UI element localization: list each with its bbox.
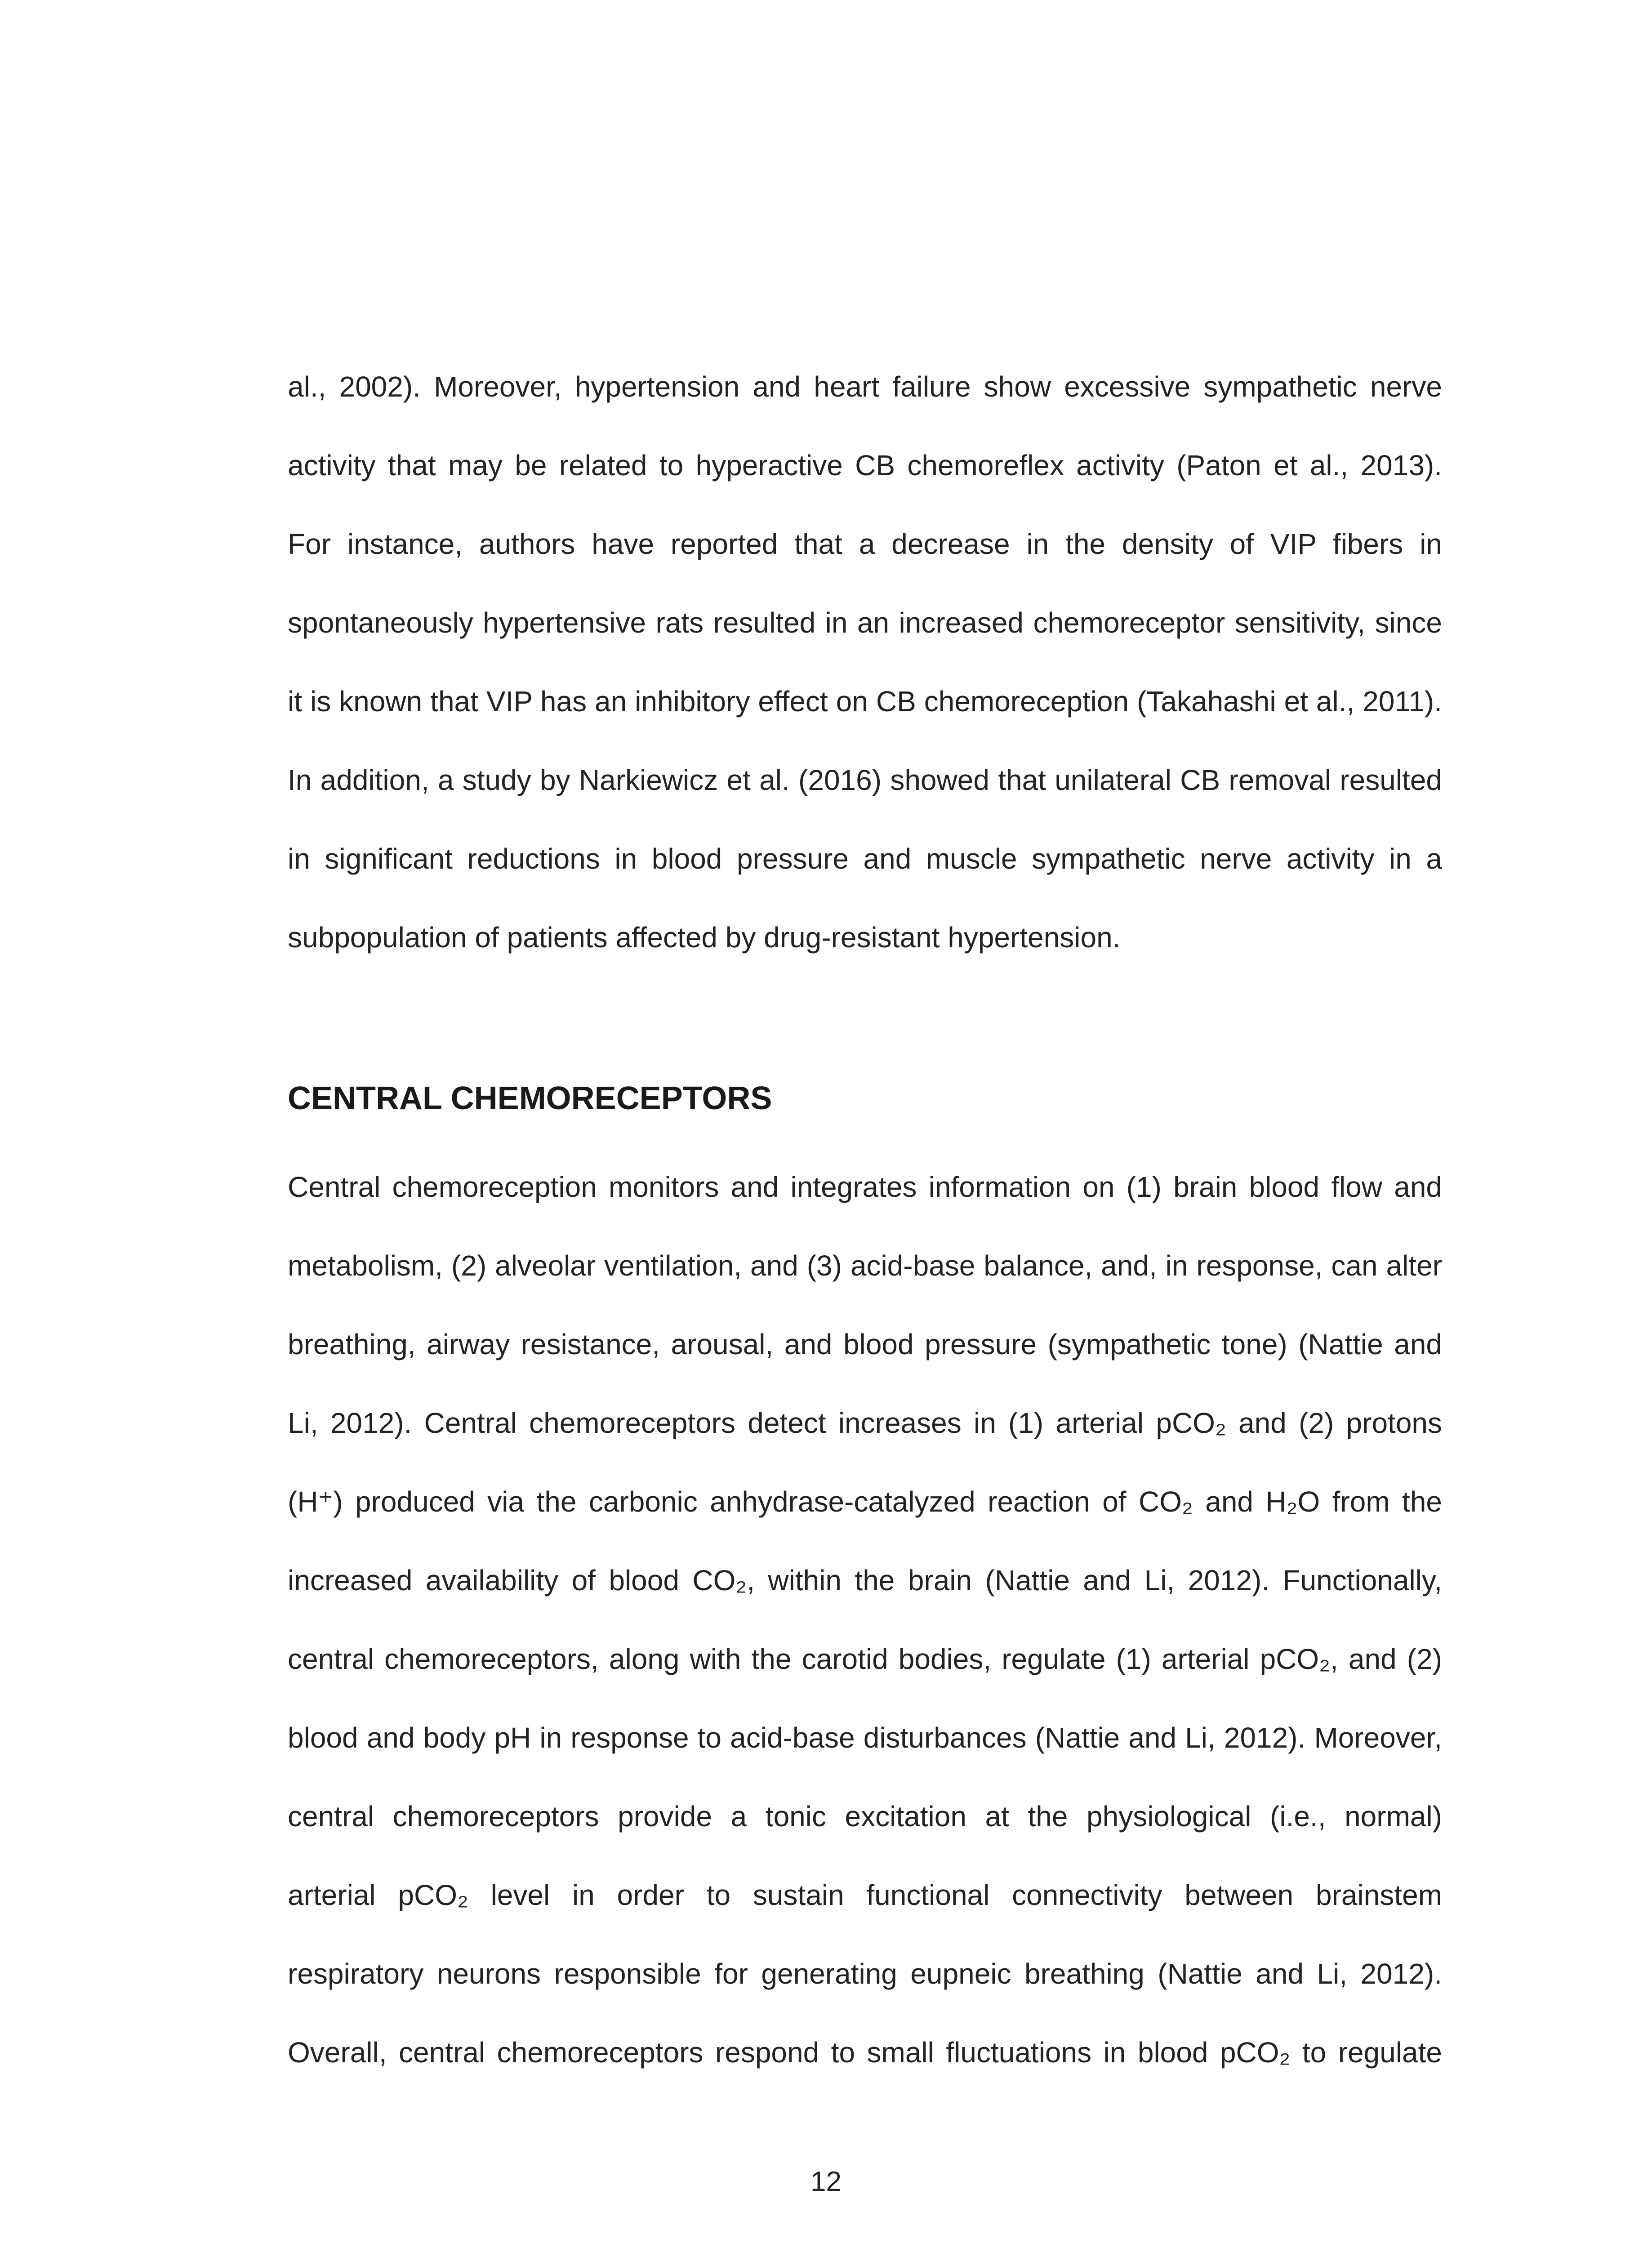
text-line: respiratory neurons responsible for generating eupneic breathing (Nattie and Li, 2012). <box>288 1958 1442 1990</box>
text-line: blood and body pH in response to acid-base disturbances (Nattie and Li, 2012). Moreover, <box>288 1722 1442 1754</box>
text-line: al., 2002). Moreover, hypertension and heart failure show excessive sympathetic nerve <box>288 370 1442 403</box>
text-line: arterial pCO₂ level in order to sustain functional connectivity between brainstem <box>288 1879 1442 1911</box>
page-number: 12 <box>810 2166 842 2197</box>
text-line: (H⁺) produced via the carbonic anhydrase-catalyzed reaction of CO₂ and H₂O from the <box>288 1485 1442 1518</box>
text-line: Li, 2012). Central chemoreceptors detect increases in (1) arterial pCO₂ and (2) protons <box>288 1407 1442 1439</box>
text-line: For instance, authors have reported that a decrease in the density of VIP fibers in <box>288 528 1442 560</box>
paragraph-central-chemoreception <box>288 1167 1442 2079</box>
text-line: central chemoreceptors, along with the carotid bodies, regulate (1) arterial pCO₂, and (2) <box>288 1643 1442 1675</box>
text-line: subpopulation of patients affected by drug-resistant hypertension. <box>288 921 1121 954</box>
text-line: In addition, a study by Narkiewicz et al. (2016) showed that unilateral CB removal resulted <box>288 764 1442 796</box>
text-line: it is known that VIP has an inhibitory effect on CB chemoreception (Takahashi et al., 2011). <box>288 685 1442 718</box>
section-heading: CENTRAL CHEMORECEPTORS <box>288 1080 772 1116</box>
paragraph-sympathetic-activity <box>288 366 1442 969</box>
text-line: metabolism, (2) alveolar ventilation, and (3) acid-base balance, and, in response, can alter <box>288 1249 1442 1282</box>
text-line: Overall, central chemoreceptors respond to small fluctuations in blood pCO₂ to regulate <box>288 2036 1442 2069</box>
text-line: in significant reductions in blood pressure and muscle sympathetic nerve activity in a <box>288 843 1442 875</box>
text-line: activity that may be related to hyperactive CB chemoreflex activity (Paton et al., 2013). <box>288 449 1442 482</box>
text-line: Central chemoreception monitors and integrates information on (1) brain blood flow and <box>288 1171 1442 1203</box>
text-line: increased availability of blood CO₂, within the brain (Nattie and Li, 2012). Functionally, <box>288 1564 1442 1597</box>
text-line: breathing, airway resistance, arousal, and blood pressure (sympathetic tone) (Nattie and <box>288 1328 1442 1360</box>
text-line: spontaneously hypertensive rats resulted in an increased chemoreceptor sensitivity, since <box>288 607 1442 639</box>
text-line: central chemoreceptors provide a tonic excitation at the physiological (i.e., normal) <box>288 1800 1442 1833</box>
